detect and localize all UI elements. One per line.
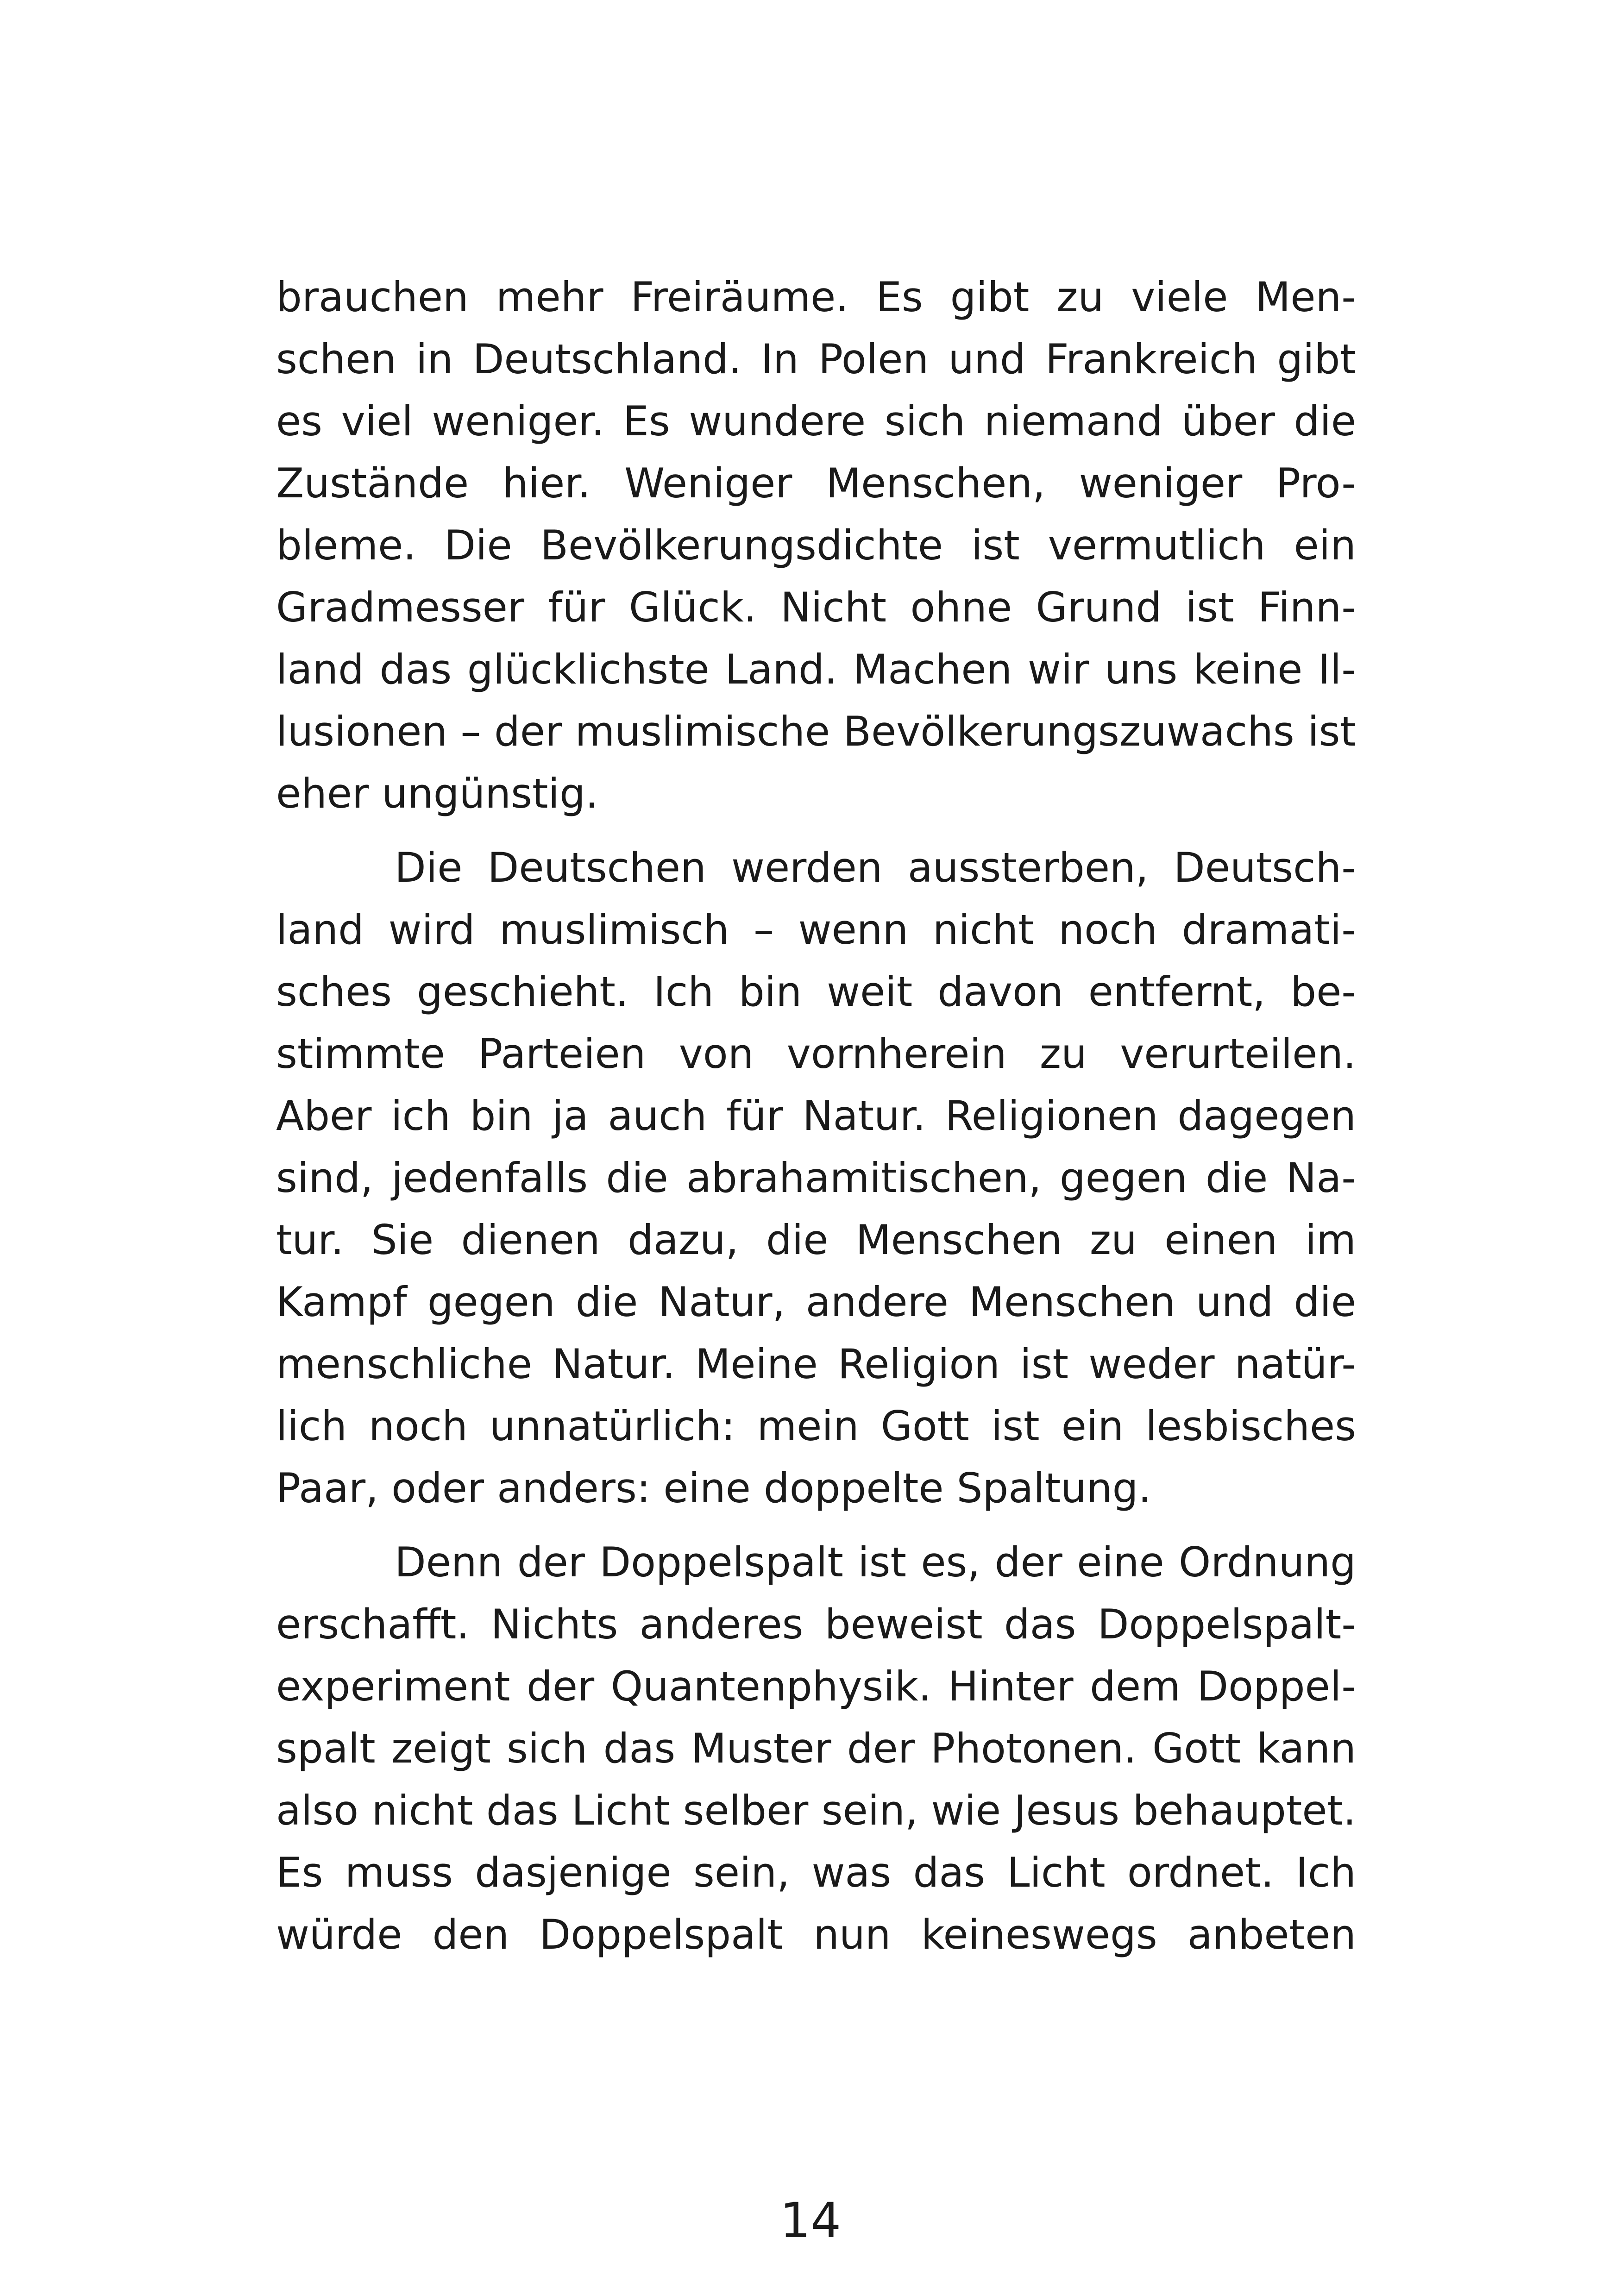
text-line: es viel weniger. Es wundere sich niemand über die [276,397,1356,445]
text-line: brauchen mehr Freiräume. Es gibt zu viele Men- [276,273,1356,321]
page-number: 14 [779,2192,842,2249]
text-line: lich noch unnatürlich: mein Gott ist ein lesbisches [276,1402,1356,1450]
text-line: stimmte Parteien von vornherein zu verurteilen. [276,1030,1356,1078]
text-line: land wird muslimisch – wenn nicht noch dramati- [276,906,1356,954]
text-line: bleme. Die Bevölkerungsdichte ist vermutlich ein [276,521,1356,569]
text-line: würde den Doppelspalt nun keineswegs anbeten [276,1911,1356,1958]
paragraph-2 [276,837,1356,1519]
text-line: sind, jedenfalls die abrahamitischen, gegen die Na- [276,1154,1356,1202]
text-line: Zustände hier. Weniger Menschen, weniger Pro- [276,459,1356,507]
text-line: Gradmesser für Glück. Nicht ohne Grund ist Finn- [276,583,1356,631]
text-line: menschliche Natur. Meine Religion ist weder natür- [276,1340,1356,1388]
text-line: sches geschieht. Ich bin weit davon entfernt, be- [276,968,1356,1016]
text-line: Die Deutschen werden aussterben, Deutsch- [395,844,1356,891]
paragraph-1 [276,266,1356,825]
text-line: tur. Sie dienen dazu, die Menschen zu einen im [276,1216,1356,1264]
paragraph-3 [276,1531,1356,1966]
text-line: experiment der Quantenphysik. Hinter dem Doppel- [276,1662,1356,1710]
text-line: erschafft. Nichts anderes beweist das Doppelspalt- [276,1600,1356,1648]
text-line: schen in Deutschland. In Polen und Frankreich gibt [276,335,1356,383]
text-line: Kampf gegen die Natur, andere Menschen und die [276,1278,1356,1326]
text-line: spalt zeigt sich das Muster der Photonen. Gott kann [276,1725,1356,1772]
text-line: Paar, oder anders: eine doppelte Spaltung. [276,1464,1151,1512]
text-line: lusionen – der muslimische Bevölkerungszuwachs ist [276,708,1356,755]
text-line: land das glücklichste Land. Machen wir uns keine Il- [276,646,1356,693]
page-body [276,266,1356,1978]
text-line: Es muss dasjenige sein, was das Licht ordnet. Ich [276,1849,1356,1896]
text-line: Denn der Doppelspalt ist es, der eine Ordnung [395,1538,1356,1586]
text-line: Aber ich bin ja auch für Natur. Religionen dagegen [276,1092,1356,1140]
text-line: also nicht das Licht selber sein, wie Jesus behauptet. [276,1787,1356,1834]
text-line: eher ungünstig. [276,770,598,817]
